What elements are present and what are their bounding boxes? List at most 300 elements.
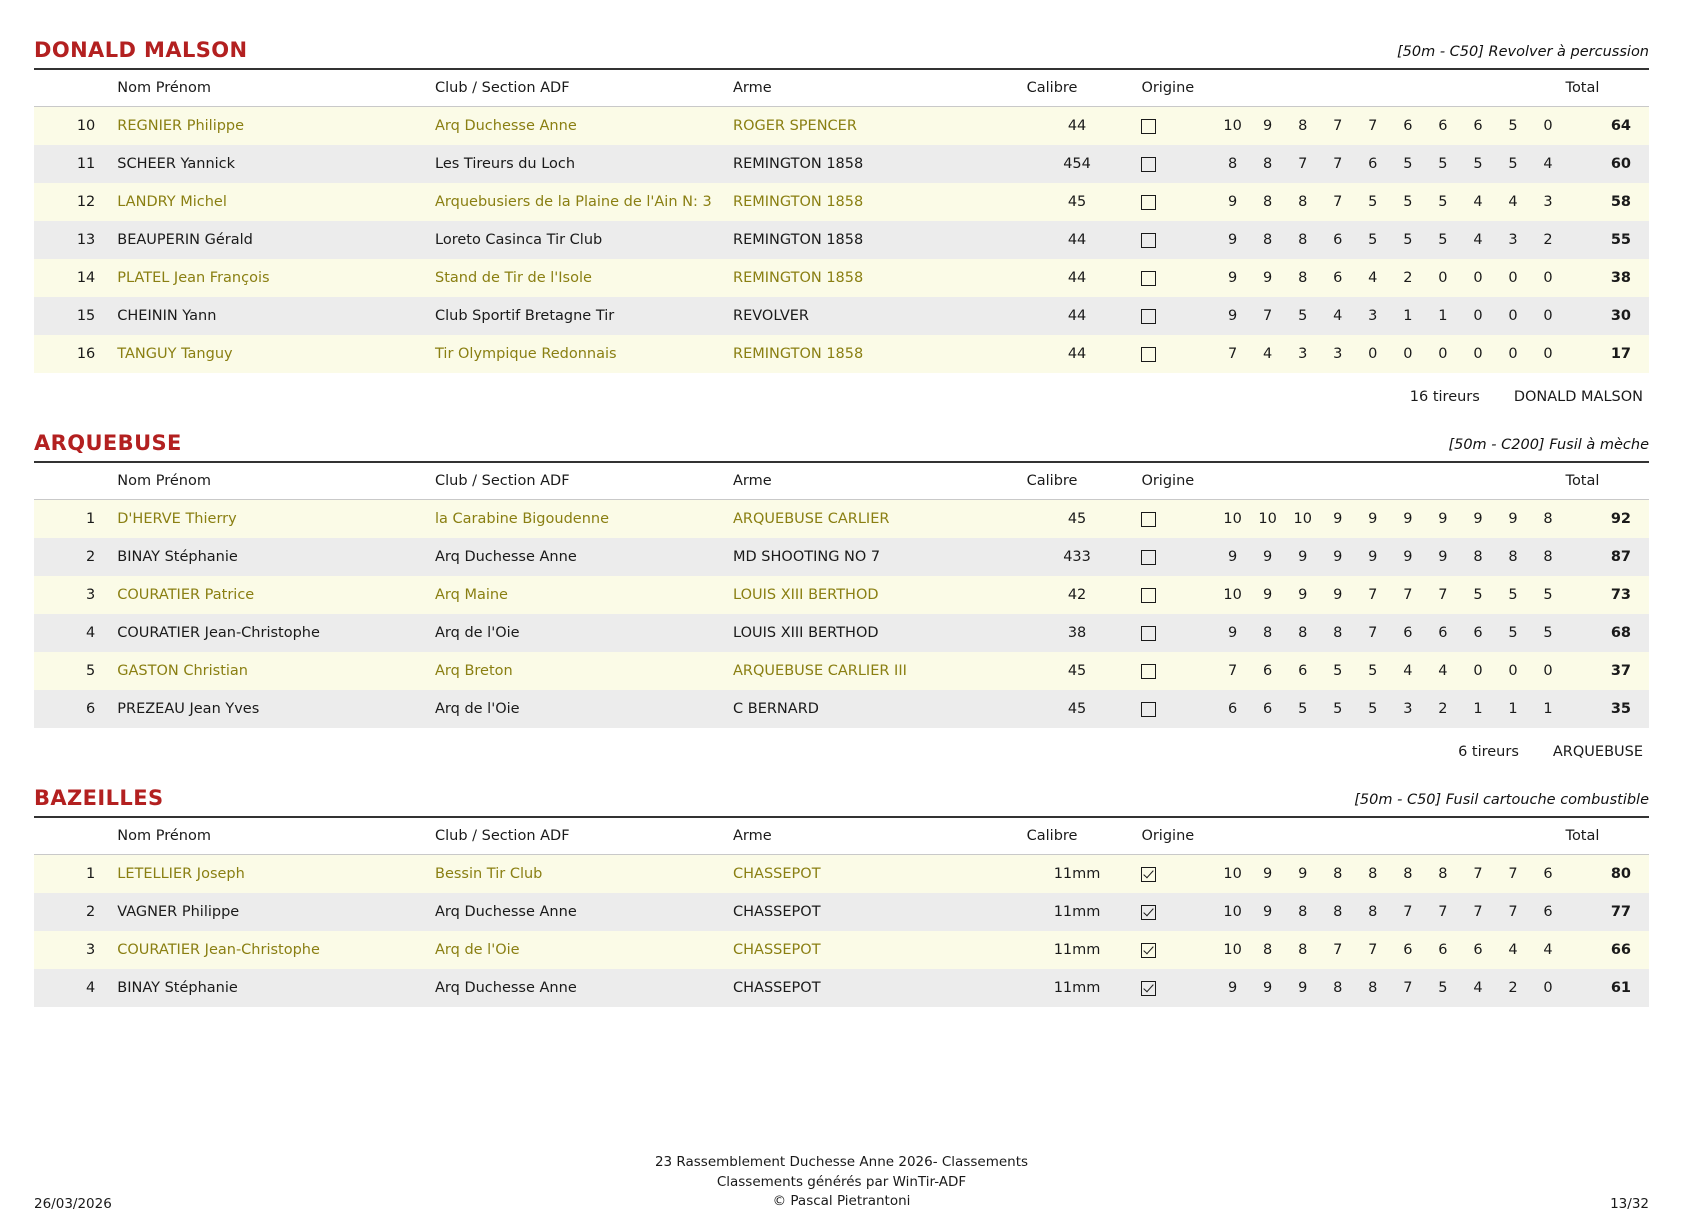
cell-origine[interactable] (1127, 183, 1215, 221)
cell-shot-1: 9 (1215, 297, 1250, 335)
cell-calibre: 44 (1027, 221, 1128, 259)
cell-shot-5: 5 (1355, 183, 1390, 221)
cell-shot-3: 8 (1285, 931, 1320, 969)
cell-name: COURATIER Jean-Christophe (117, 931, 435, 969)
cell-arme: REMINGTON 1858 (733, 221, 1027, 259)
cell-club: Stand de Tir de l'Isole (435, 259, 733, 297)
cell-shot-2: 9 (1250, 855, 1285, 894)
column-header-shot-3 (1285, 70, 1320, 107)
cell-arme: LOUIS XIII BERTHOD (733, 576, 1027, 614)
cell-arme: REMINGTON 1858 (733, 335, 1027, 373)
cell-shot-7: 8 (1425, 855, 1460, 894)
table-row (34, 259, 1649, 297)
cell-shot-5: 0 (1355, 335, 1390, 373)
cell-shot-2: 9 (1250, 259, 1285, 297)
checkbox-unchecked-icon[interactable] (1141, 119, 1156, 134)
cell-origine[interactable] (1127, 500, 1215, 539)
cell-name: BINAY Stéphanie (117, 969, 435, 1007)
column-header-origine: Origine (1127, 818, 1215, 855)
cell-club: Arq Duchesse Anne (435, 538, 733, 576)
cell-club: Arq Duchesse Anne (435, 893, 733, 931)
cell-shot-3: 5 (1285, 690, 1320, 728)
cell-shot-2: 8 (1250, 931, 1285, 969)
section-footer (34, 728, 1649, 760)
table-header-row (34, 818, 1649, 855)
column-header-shot-9 (1495, 463, 1530, 500)
cell-total: 35 (1566, 690, 1649, 728)
cell-shot-4: 7 (1320, 931, 1355, 969)
cell-shot-6: 9 (1390, 538, 1425, 576)
checkbox-unchecked-icon[interactable] (1141, 195, 1156, 210)
cell-total: 66 (1566, 931, 1649, 969)
cell-total: 61 (1566, 969, 1649, 1007)
column-header-shot-2 (1250, 463, 1285, 500)
table-row (34, 183, 1649, 221)
cell-shot-1: 9 (1215, 538, 1250, 576)
cell-calibre: 44 (1027, 335, 1128, 373)
cell-name: SCHEER Yannick (117, 145, 435, 183)
cell-shot-8: 4 (1460, 183, 1495, 221)
cell-shot-10: 5 (1531, 576, 1566, 614)
cell-shot-4: 8 (1320, 855, 1355, 894)
cell-shot-5: 5 (1355, 221, 1390, 259)
checkbox-unchecked-icon[interactable] (1141, 347, 1156, 362)
column-header-shot-8 (1460, 70, 1495, 107)
cell-origine[interactable] (1127, 145, 1215, 183)
section-header (34, 38, 1649, 70)
column-header-shot-5 (1355, 70, 1390, 107)
cell-shot-4: 9 (1320, 576, 1355, 614)
cell-shot-6: 0 (1390, 335, 1425, 373)
table-row (34, 297, 1649, 335)
column-header-shot-7 (1425, 70, 1460, 107)
table-row (34, 893, 1649, 931)
cell-shot-8: 6 (1460, 107, 1495, 146)
table-row (34, 335, 1649, 373)
cell-origine[interactable] (1127, 931, 1215, 969)
cell-shot-10: 0 (1531, 969, 1566, 1007)
cell-shot-7: 5 (1425, 183, 1460, 221)
column-header-shot-8 (1460, 818, 1495, 855)
cell-total: 68 (1566, 614, 1649, 652)
cell-arme: CHASSEPOT (733, 893, 1027, 931)
cell-rank: 10 (34, 107, 117, 146)
column-header-total: Total (1566, 70, 1649, 107)
result-section (34, 431, 1649, 760)
cell-shot-3: 10 (1285, 500, 1320, 539)
checkbox-unchecked-icon[interactable] (1141, 512, 1156, 527)
cell-shot-8: 5 (1460, 145, 1495, 183)
cell-shot-7: 9 (1425, 538, 1460, 576)
cell-arme: ARQUEBUSE CARLIER (733, 500, 1027, 539)
cell-shot-2: 9 (1250, 969, 1285, 1007)
cell-shot-9: 2 (1495, 969, 1530, 1007)
cell-rank: 6 (34, 690, 117, 728)
cell-shot-9: 0 (1495, 297, 1530, 335)
cell-total: 80 (1566, 855, 1649, 894)
column-header-shot-2 (1250, 70, 1285, 107)
cell-shot-3: 8 (1285, 107, 1320, 146)
cell-shot-5: 9 (1355, 538, 1390, 576)
cell-rank: 3 (34, 576, 117, 614)
cell-shot-6: 6 (1390, 931, 1425, 969)
cell-shot-6: 4 (1390, 652, 1425, 690)
column-header-arme: Arme (733, 70, 1027, 107)
cell-shot-6: 7 (1390, 893, 1425, 931)
column-header-club: Club / Section ADF (435, 70, 733, 107)
cell-shot-4: 7 (1320, 107, 1355, 146)
cell-origine[interactable] (1127, 259, 1215, 297)
cell-total: 92 (1566, 500, 1649, 539)
cell-club: Loreto Casinca Tir Club (435, 221, 733, 259)
cell-shot-1: 10 (1215, 855, 1250, 894)
cell-shot-8: 1 (1460, 690, 1495, 728)
checkbox-checked-icon[interactable] (1141, 943, 1156, 958)
checkbox-checked-icon[interactable] (1141, 905, 1156, 920)
cell-shot-2: 8 (1250, 145, 1285, 183)
cell-calibre: 11mm (1027, 931, 1128, 969)
cell-shot-1: 9 (1215, 969, 1250, 1007)
cell-total: 60 (1566, 145, 1649, 183)
checkbox-unchecked-icon[interactable] (1141, 157, 1156, 172)
cell-shot-1: 10 (1215, 931, 1250, 969)
cell-shot-5: 7 (1355, 107, 1390, 146)
cell-shot-7: 6 (1425, 614, 1460, 652)
results-table (34, 70, 1649, 373)
column-header-shot-6 (1390, 70, 1425, 107)
column-header-total: Total (1566, 818, 1649, 855)
column-header-shot-7 (1425, 818, 1460, 855)
column-header-shot-3 (1285, 463, 1320, 500)
result-section (34, 786, 1649, 1007)
column-header-name: Nom Prénom (117, 463, 435, 500)
cell-shot-10: 4 (1531, 145, 1566, 183)
column-header-rank (34, 818, 117, 855)
column-header-origine: Origine (1127, 463, 1215, 500)
cell-shot-3: 9 (1285, 969, 1320, 1007)
cell-shot-4: 7 (1320, 183, 1355, 221)
footer-line-3: © Pascal Pietrantoni (772, 1193, 911, 1210)
checkbox-unchecked-icon[interactable] (1141, 550, 1156, 565)
cell-shot-6: 6 (1390, 107, 1425, 146)
cell-shot-6: 3 (1390, 690, 1425, 728)
cell-origine[interactable] (1127, 969, 1215, 1007)
cell-shot-1: 7 (1215, 335, 1250, 373)
column-header-shot-9 (1495, 818, 1530, 855)
page-footer (34, 1153, 1649, 1212)
cell-name: COURATIER Jean-Christophe (117, 614, 435, 652)
footer-line-2: Classements générés par WinTir-ADF (716, 1173, 967, 1190)
cell-shot-7: 5 (1425, 221, 1460, 259)
cell-club: Bessin Tir Club (435, 855, 733, 894)
checkbox-unchecked-icon[interactable] (1141, 309, 1156, 324)
cell-shot-9: 0 (1495, 335, 1530, 373)
cell-origine[interactable] (1127, 297, 1215, 335)
cell-club: Arq de l'Oie (435, 614, 733, 652)
cell-shot-10: 6 (1531, 855, 1566, 894)
cell-calibre: 454 (1027, 145, 1128, 183)
cell-arme: REMINGTON 1858 (733, 183, 1027, 221)
cell-shot-7: 5 (1425, 145, 1460, 183)
cell-shot-4: 5 (1320, 690, 1355, 728)
cell-shot-6: 5 (1390, 145, 1425, 183)
cell-shot-2: 8 (1250, 221, 1285, 259)
cell-arme: CHASSEPOT (733, 969, 1027, 1007)
cell-club: Arq Duchesse Anne (435, 969, 733, 1007)
cell-rank: 15 (34, 297, 117, 335)
cell-shot-5: 6 (1355, 145, 1390, 183)
cell-origine[interactable] (1127, 335, 1215, 373)
cell-shot-6: 5 (1390, 183, 1425, 221)
column-header-calibre: Calibre (1027, 70, 1128, 107)
column-header-shot-5 (1355, 463, 1390, 500)
cell-shot-10: 4 (1531, 931, 1566, 969)
cell-rank: 2 (34, 893, 117, 931)
checkbox-unchecked-icon[interactable] (1141, 271, 1156, 286)
cell-club: Arquebusiers de la Plaine de l'Ain N: 3 (435, 183, 733, 221)
cell-shot-6: 8 (1390, 855, 1425, 894)
cell-calibre: 11mm (1027, 893, 1128, 931)
footer-page-number: 13/32 (1610, 1196, 1649, 1212)
column-header-shot-6 (1390, 463, 1425, 500)
cell-shot-3: 6 (1285, 652, 1320, 690)
cell-shot-10: 3 (1531, 183, 1566, 221)
column-header-shot-1 (1215, 70, 1250, 107)
cell-name: BEAUPERIN Gérald (117, 221, 435, 259)
result-section (34, 38, 1649, 405)
cell-shot-7: 7 (1425, 893, 1460, 931)
cell-shot-6: 7 (1390, 576, 1425, 614)
footer-date: 26/03/2026 (34, 1196, 112, 1212)
cell-shot-9: 5 (1495, 576, 1530, 614)
cell-calibre: 45 (1027, 500, 1128, 539)
cell-shot-4: 9 (1320, 538, 1355, 576)
checkbox-unchecked-icon[interactable] (1141, 664, 1156, 679)
cell-shot-6: 6 (1390, 614, 1425, 652)
column-header-shot-5 (1355, 818, 1390, 855)
footer-line-1: 23 Rassemblement Duchesse Anne 2026- Classements (654, 1154, 1029, 1171)
cell-origine[interactable] (1127, 893, 1215, 931)
cell-shot-8: 0 (1460, 297, 1495, 335)
cell-shot-10: 2 (1531, 221, 1566, 259)
cell-shot-3: 9 (1285, 855, 1320, 894)
cell-shot-2: 9 (1250, 538, 1285, 576)
document-page (0, 38, 1683, 1228)
cell-name: D'HERVE Thierry (117, 500, 435, 539)
cell-shot-9: 5 (1495, 145, 1530, 183)
results-table (34, 818, 1649, 1007)
cell-shot-1: 8 (1215, 145, 1250, 183)
cell-shot-10: 0 (1531, 259, 1566, 297)
cell-shot-10: 8 (1531, 538, 1566, 576)
cell-shot-7: 5 (1425, 969, 1460, 1007)
cell-rank: 13 (34, 221, 117, 259)
cell-shot-1: 10 (1215, 893, 1250, 931)
checkbox-unchecked-icon[interactable] (1141, 233, 1156, 248)
cell-name: LANDRY Michel (117, 183, 435, 221)
cell-shot-6: 9 (1390, 500, 1425, 539)
cell-origine[interactable] (1127, 538, 1215, 576)
table-row (34, 855, 1649, 894)
cell-shot-4: 8 (1320, 893, 1355, 931)
table-row (34, 500, 1649, 539)
column-header-rank (34, 463, 117, 500)
section-subtitle: [50m - C50] Fusil cartouche combustible (1354, 792, 1649, 808)
cell-arme: CHASSEPOT (733, 931, 1027, 969)
cell-origine[interactable] (1127, 614, 1215, 652)
cell-club: Club Sportif Bretagne Tir (435, 297, 733, 335)
cell-origine[interactable] (1127, 855, 1215, 894)
cell-total: 58 (1566, 183, 1649, 221)
column-header-name: Nom Prénom (117, 70, 435, 107)
table-row (34, 969, 1649, 1007)
column-header-rank (34, 70, 117, 107)
cell-origine[interactable] (1127, 576, 1215, 614)
cell-shot-8: 4 (1460, 221, 1495, 259)
cell-rank: 1 (34, 855, 117, 894)
cell-shot-2: 8 (1250, 614, 1285, 652)
cell-shot-9: 9 (1495, 500, 1530, 539)
cell-shot-9: 5 (1495, 614, 1530, 652)
cell-calibre: 433 (1027, 538, 1128, 576)
cell-origine[interactable] (1127, 690, 1215, 728)
cell-shot-3: 3 (1285, 335, 1320, 373)
column-header-name: Nom Prénom (117, 818, 435, 855)
cell-shot-2: 9 (1250, 107, 1285, 146)
cell-total: 73 (1566, 576, 1649, 614)
checkbox-unchecked-icon[interactable] (1141, 626, 1156, 641)
column-header-shot-4 (1320, 463, 1355, 500)
cell-calibre: 45 (1027, 690, 1128, 728)
section-title: ARQUEBUSE (34, 431, 182, 455)
cell-shot-4: 5 (1320, 652, 1355, 690)
cell-shot-9: 4 (1495, 931, 1530, 969)
cell-calibre: 38 (1027, 614, 1128, 652)
cell-name: LETELLIER Joseph (117, 855, 435, 894)
cell-shot-8: 5 (1460, 576, 1495, 614)
cell-shot-5: 9 (1355, 500, 1390, 539)
cell-shot-5: 5 (1355, 652, 1390, 690)
cell-total: 38 (1566, 259, 1649, 297)
cell-shot-9: 5 (1495, 107, 1530, 146)
checkbox-checked-icon[interactable] (1141, 867, 1156, 882)
column-header-shot-10 (1531, 818, 1566, 855)
cell-shot-9: 4 (1495, 183, 1530, 221)
section-subtitle: [50m - C50] Revolver à percussion (1396, 44, 1649, 60)
cell-shot-2: 6 (1250, 652, 1285, 690)
column-header-origine: Origine (1127, 70, 1215, 107)
cell-calibre: 11mm (1027, 855, 1128, 894)
cell-shot-7: 1 (1425, 297, 1460, 335)
cell-shot-10: 0 (1531, 297, 1566, 335)
cell-rank: 1 (34, 500, 117, 539)
cell-arme: CHASSEPOT (733, 855, 1027, 894)
cell-shot-7: 0 (1425, 259, 1460, 297)
cell-shot-3: 8 (1285, 221, 1320, 259)
cell-shot-1: 7 (1215, 652, 1250, 690)
cell-shot-3: 5 (1285, 297, 1320, 335)
table-row (34, 690, 1649, 728)
cell-total: 77 (1566, 893, 1649, 931)
cell-shot-9: 8 (1495, 538, 1530, 576)
column-header-arme: Arme (733, 818, 1027, 855)
cell-shot-10: 0 (1531, 652, 1566, 690)
cell-club: Tir Olympique Redonnais (435, 335, 733, 373)
cell-club: Arq Maine (435, 576, 733, 614)
cell-origine[interactable] (1127, 107, 1215, 146)
cell-arme: LOUIS XIII BERTHOD (733, 614, 1027, 652)
cell-shot-5: 8 (1355, 969, 1390, 1007)
column-header-shot-10 (1531, 70, 1566, 107)
cell-name: CHEININ Yann (117, 297, 435, 335)
cell-shot-4: 7 (1320, 145, 1355, 183)
cell-shot-1: 9 (1215, 614, 1250, 652)
table-row (34, 107, 1649, 146)
cell-shot-3: 8 (1285, 183, 1320, 221)
cell-shot-4: 8 (1320, 614, 1355, 652)
cell-shot-5: 3 (1355, 297, 1390, 335)
checkbox-checked-icon[interactable] (1141, 981, 1156, 996)
cell-shot-7: 7 (1425, 576, 1460, 614)
section-shooter-count: 16 tireurs (1409, 389, 1480, 405)
cell-rank: 16 (34, 335, 117, 373)
section-title: BAZEILLES (34, 786, 164, 810)
cell-shot-8: 7 (1460, 855, 1495, 894)
column-header-club: Club / Section ADF (435, 463, 733, 500)
cell-shot-1: 9 (1215, 259, 1250, 297)
column-header-arme: Arme (733, 463, 1027, 500)
column-header-shot-10 (1531, 463, 1566, 500)
cell-shot-5: 7 (1355, 576, 1390, 614)
cell-name: GASTON Christian (117, 652, 435, 690)
cell-name: REGNIER Philippe (117, 107, 435, 146)
cell-total: 64 (1566, 107, 1649, 146)
cell-arme: MD SHOOTING NO 7 (733, 538, 1027, 576)
cell-shot-1: 9 (1215, 183, 1250, 221)
cell-total: 55 (1566, 221, 1649, 259)
cell-shot-10: 1 (1531, 690, 1566, 728)
cell-arme: REMINGTON 1858 (733, 145, 1027, 183)
checkbox-unchecked-icon[interactable] (1141, 702, 1156, 717)
column-header-shot-8 (1460, 463, 1495, 500)
cell-calibre: 42 (1027, 576, 1128, 614)
cell-shot-7: 4 (1425, 652, 1460, 690)
cell-shot-5: 5 (1355, 690, 1390, 728)
table-row (34, 931, 1649, 969)
column-header-shot-7 (1425, 463, 1460, 500)
cell-shot-1: 10 (1215, 500, 1250, 539)
cell-shot-9: 1 (1495, 690, 1530, 728)
cell-shot-10: 5 (1531, 614, 1566, 652)
section-footer-name: DONALD MALSON (1513, 389, 1643, 405)
cell-shot-6: 1 (1390, 297, 1425, 335)
cell-shot-8: 6 (1460, 614, 1495, 652)
cell-origine[interactable] (1127, 221, 1215, 259)
cell-name: TANGUY Tanguy (117, 335, 435, 373)
cell-shot-5: 7 (1355, 614, 1390, 652)
section-footer (34, 373, 1649, 405)
cell-calibre: 44 (1027, 259, 1128, 297)
cell-club: Arq Breton (435, 652, 733, 690)
cell-origine[interactable] (1127, 652, 1215, 690)
cell-shot-9: 7 (1495, 855, 1530, 894)
cell-shot-4: 4 (1320, 297, 1355, 335)
cell-shot-7: 6 (1425, 931, 1460, 969)
column-header-total: Total (1566, 463, 1649, 500)
cell-shot-7: 0 (1425, 335, 1460, 373)
cell-shot-2: 4 (1250, 335, 1285, 373)
checkbox-unchecked-icon[interactable] (1141, 588, 1156, 603)
